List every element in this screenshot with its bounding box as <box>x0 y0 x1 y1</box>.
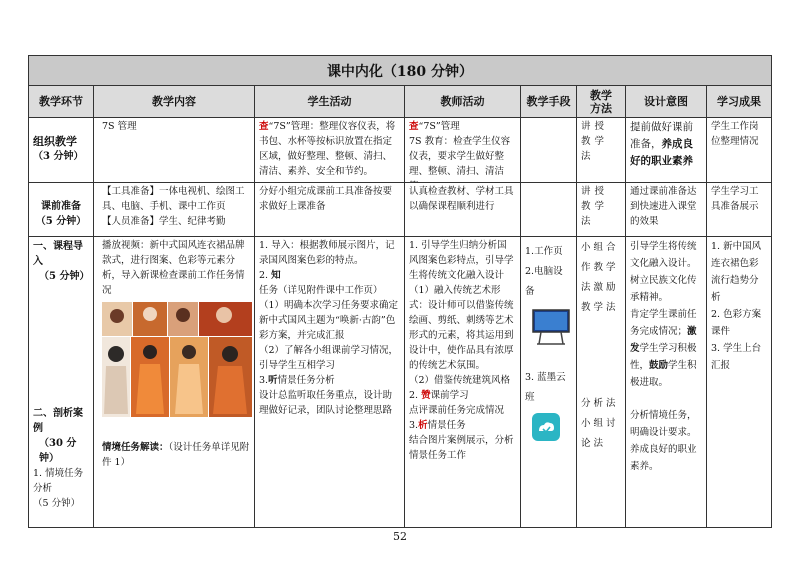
row3-teacher-6c: 情景任务 <box>427 420 466 431</box>
row3-intent <box>625 236 707 528</box>
row2-content-tools: 【工具准备】一体电视机、绘图工具、电脑、手机、课中工作页 <box>102 186 245 212</box>
row3-method-2: 分析法小组讨论法 <box>581 398 619 449</box>
header-intent <box>625 85 707 118</box>
row3-teacher-3: （2）借鉴传统建筑风格 <box>409 375 511 386</box>
row1-student-mark: 查 <box>259 121 269 132</box>
row3-teacher-2: （1）融入传统艺术形式：设计师可以借鉴传统绘画、剪纸、刺绣等艺术形式的元素，将其运用到设计中，使作品具有浓厚的传统艺术氛围。 <box>409 285 514 371</box>
row3-teacher-1: 1. 引导学生归纳分析国风图案色彩特点，引导学生将传统文化融入设计 <box>409 240 514 281</box>
row2-intent <box>625 182 707 237</box>
fashion-photo-collage <box>102 302 252 418</box>
row3-teacher-5: 点评课前任务完成情况 <box>409 405 505 416</box>
row3-teacher <box>404 236 521 528</box>
row3-intent-2b: 激发 <box>630 326 697 354</box>
row3-stage <box>28 236 94 528</box>
row3-means-3: 3. 蓝墨云班 <box>525 372 566 403</box>
row3-stage1-time: （5 分钟） <box>39 271 90 282</box>
row3-stage2-time: （30 分钟） <box>39 438 77 464</box>
row3-teacher-7: 结合图片案例展示，分析情景任务工作 <box>409 435 514 461</box>
row1-intent-a: 提前做好课前准备， <box>630 121 693 150</box>
row3-intent-3: 分析情境任务，明确设计要求。养成良好的职业素养。 <box>630 410 697 472</box>
row2-content-people: 【人员准备】学生、纪律考勤 <box>102 216 226 227</box>
row2-method-text: 讲授教学法 <box>581 186 609 227</box>
row3-student <box>254 236 405 528</box>
row3-student-2c: 任务（详见附件课中工作页） <box>259 285 383 296</box>
row3-teacher-6b: 析 <box>418 420 428 431</box>
row3-teacher-4c: 课前学习 <box>430 390 469 401</box>
row3-student-2a: 2. <box>259 270 272 281</box>
header-method-label: 教学方法 <box>590 88 612 115</box>
header-result-label: 学习成果 <box>717 95 761 108</box>
row3-stage2-name: 二、剖析案例 <box>33 408 83 434</box>
table-title-text: 课中内化（180 分钟） <box>326 63 474 80</box>
row3-student-6: 设计总监听取任务重点，设计助理做好记录，团队讨论整理思路 <box>259 390 393 416</box>
header-student-label: 学生活动 <box>307 95 352 108</box>
collage-image <box>102 302 252 418</box>
row3-intent-2c: 学生学习积极性， <box>630 343 697 371</box>
header-teacher-label: 教师活动 <box>440 95 485 108</box>
row3-teacher-6a: 3. <box>409 420 419 431</box>
page-number: 52 <box>393 530 407 543</box>
row2-content <box>93 182 255 237</box>
row3-student-5c: 情景任务分析 <box>277 375 335 386</box>
row3-method-1: 小组合作教学法激励教学法 <box>581 242 619 313</box>
row1-result-text: 学生工作岗位整理情况 <box>711 121 759 147</box>
row1-teacher-mark: 查 <box>409 121 419 132</box>
header-means-label: 教学手段 <box>526 95 571 108</box>
row1-student-text: “7S”管理：整理仪容仪表，将书包、水杯等按标识放置在指定区域，做好整理、整顿、清扫、清洁、素养、安全和节约。 <box>259 121 396 177</box>
row3-student-5b: 听 <box>268 375 278 386</box>
row3-task-text: （设计任务单详见附件 1） <box>102 442 250 468</box>
header-student <box>254 85 405 118</box>
row3-teacher-4b: 赞 <box>421 390 431 401</box>
row3-means <box>520 236 577 528</box>
row2-result <box>706 182 772 237</box>
row3-teacher-4a: 2. <box>409 390 422 401</box>
monitor-icon <box>531 306 572 354</box>
row1-intent <box>625 117 707 183</box>
cloud-class-app-icon <box>531 412 572 450</box>
row1-stage-time: （3 分钟） <box>33 151 84 162</box>
row3-intent-1: 引导学生将传统文化融入设计。树立民族文化传承精神。 <box>630 241 697 303</box>
row3-result-1: 1. 新中国风连衣裙色彩流行趋势分析 <box>711 241 762 303</box>
row3-task-label: 情境任务解读： <box>102 442 169 453</box>
row1-teacher-text: 7S 教育：检查学生仪容仪表，要求学生做好整理、整顿、清扫、清洁 <box>409 136 511 177</box>
row3-stage2-sub-time: （5 分钟） <box>33 498 81 509</box>
row3-intent-2a: 肯定学生课前任务完成情况； <box>630 309 697 337</box>
row3-intent-2d: 鼓励 <box>649 360 669 371</box>
table-title <box>28 55 772 86</box>
row3-content <box>93 236 255 528</box>
header-method <box>576 85 626 118</box>
row3-means-1: 1.工作页 <box>525 246 563 257</box>
row1-stage <box>28 117 94 183</box>
header-means <box>520 85 577 118</box>
row1-teacher <box>404 117 521 183</box>
row1-means <box>520 117 577 183</box>
row2-intent-text: 通过课前准备达到快速进入课堂的效果 <box>630 186 697 227</box>
row2-student-text: 分好小组完成课前工具准备按要求做好上课准备 <box>259 186 393 212</box>
row1-content <box>93 117 255 183</box>
row1-stage-name: 组织教学 <box>33 135 77 148</box>
header-teacher <box>404 85 521 118</box>
row1-method <box>576 117 626 183</box>
row2-teacher <box>404 182 521 237</box>
row2-method <box>576 182 626 237</box>
row3-student-5a: 3. <box>259 375 269 386</box>
row3-student-3: （1）明确本次学习任务要求确定新中式国风主题为“唤新·古韵”色彩方案，并完成汇报 <box>259 300 399 341</box>
row1-method-text: 讲授教学法 <box>581 121 609 162</box>
row3-intent-2e: 学生积极进取。 <box>630 360 697 388</box>
row2-stage-time: （5 分钟） <box>35 216 87 227</box>
row3-student-2b: 知 <box>271 270 281 281</box>
row3-result <box>706 236 772 528</box>
header-content <box>93 85 255 118</box>
row1-result <box>706 117 772 183</box>
row3-stage1-name: 一、课程导入 <box>33 241 83 267</box>
row1-student <box>254 117 405 183</box>
row3-student-4: （2）了解各小组课前学习情况，引导学生互相学习 <box>259 345 399 371</box>
row1-teacher-line1: “7S”管理 <box>418 121 460 132</box>
header-content-label: 教学内容 <box>152 95 196 108</box>
row2-stage-name: 课前准备 <box>41 201 81 212</box>
header-stage <box>28 85 94 118</box>
header-stage-label: 教学环节 <box>39 95 83 108</box>
row2-stage <box>28 182 94 237</box>
row2-result-text: 学生学习工具准备展示 <box>711 186 759 212</box>
header-intent-label: 设计意图 <box>644 95 688 108</box>
row3-result-2: 2. 色彩方案课件 <box>711 309 762 337</box>
row3-stage2-sub: 1. 情境任务分析 <box>33 468 84 494</box>
header-result <box>706 85 772 118</box>
row1-intent-b: 养成良好的职业素养 <box>630 138 693 167</box>
row2-student <box>254 182 405 237</box>
row2-teacher-text: 认真检查教材、学材工具以确保课程顺利进行 <box>409 186 514 212</box>
row3-method <box>576 236 626 528</box>
row2-means <box>520 182 577 237</box>
row3-result-3: 3. 学生上台汇报 <box>711 343 762 371</box>
row1-content-text: 7S 管理 <box>102 121 137 132</box>
row3-student-1: 1. 导入：根据教师展示图片，记录国风图案色彩的特点。 <box>259 240 395 266</box>
row3-content-text: 播放视频：新中式国风连衣裙品牌款式，进行图案、色彩等元素分析，导入新课检查课前工作任务情况 <box>102 240 245 296</box>
row3-means-2: 2.电脑设备 <box>525 266 563 297</box>
